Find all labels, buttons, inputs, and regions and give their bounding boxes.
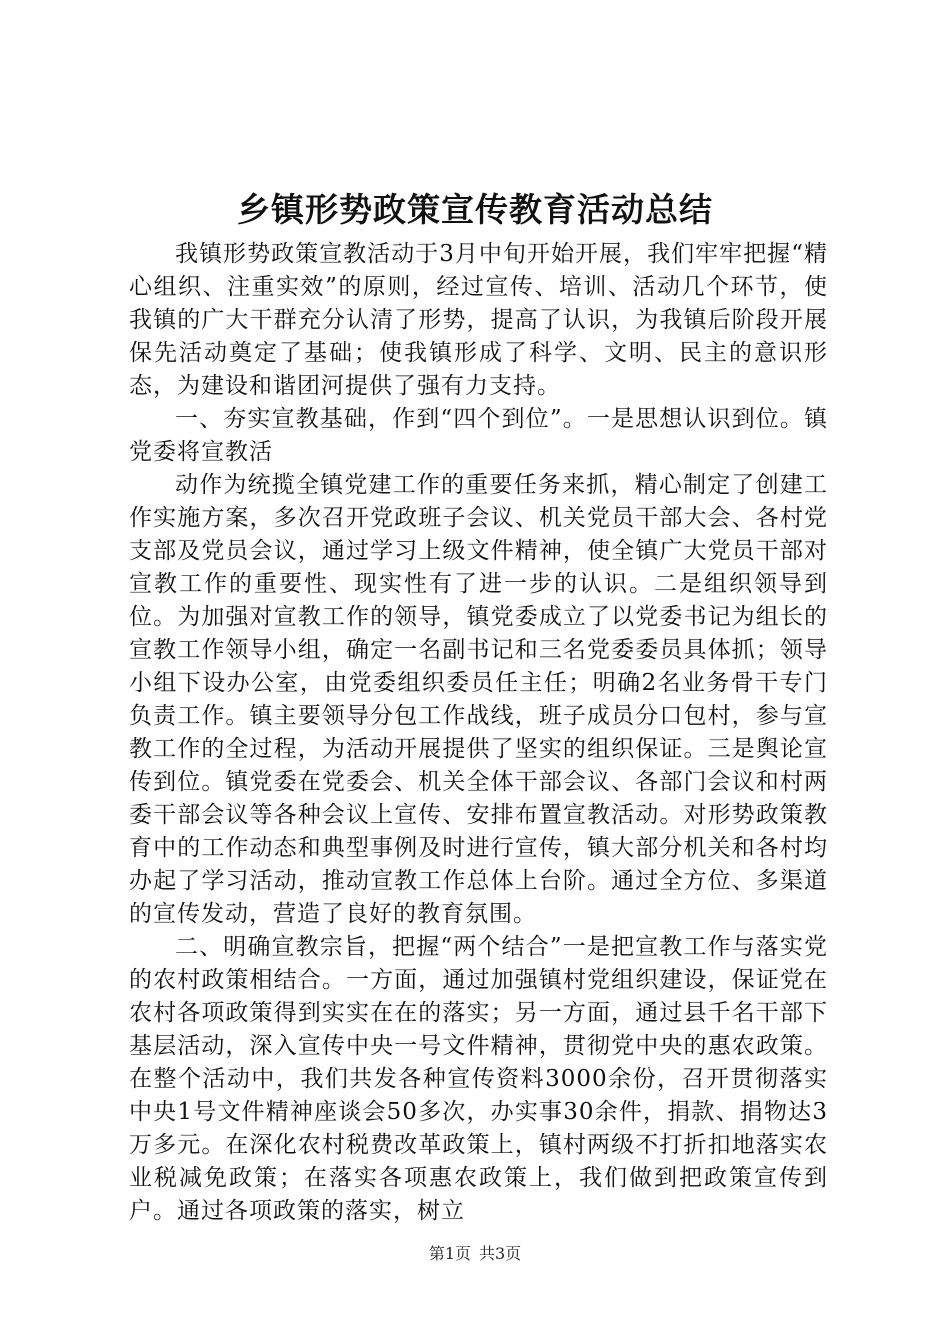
document-title: 乡镇形势政策宣传教育活动总结 — [237, 190, 713, 229]
document-body — [129, 238, 828, 1228]
paragraph-intro: 我镇形势政策宣教活动于3月中旬开始开展，我们牢牢把握“精心组织、注重实效”的原则，经过宣传、培训、活动几个环节，使我镇的广大干群充分认清了形势，提高了认识，为我镇后阶段开展保先活动奠定了基础；使我镇形成了科学、文明、民主的意识形态，为建设和谐团河提供了强有力支持。 — [129, 241, 828, 399]
paragraph-section-two: 二、明确宣教宗旨，把握“两个结合”一是把宣教工作与落实党的农村政策相结合。一方面，通过加强镇村党组织建设，保证党在农村各项政策得到实实在在的落实；另一方面，通过县千名干部下基层活动，深入宣传中央一号文件精神，贯彻党中央的惠农政策。在整个活动中，我们共发各种宣传资料3000余份，召开贯彻落实中央1号文件精神座谈会50多次，办实事30余件，捐款、捐物达3万多元。在深化农村税费改革政策上，镇村两级不打折扣地落实农业税减免政策；在落实各项惠农政策上，我们做到把政策宣传到户。通过各项政策的落实，树立 — [129, 934, 828, 1224]
paragraph-section-one-body: 动作为统揽全镇党建工作的重要任务来抓，精心制定了创建工作实施方案，多次召开党政班子会议、机关党员干部大会、各村党支部及党员会议，通过学习上级文件精神，使全镇广大党员干部对宣教工作的重要性、现实性有了进一步的认识。二是组织领导到位。为加强对宣教工作的领导，镇党委成立了以党委书记为组长的宣教工作领导小组，确定一名副书记和三名党委委员具体抓；领导小组下设办公室，由党委组织委员任主任；明确2名业务骨干专门负责工作。镇主要领导分包工作战线，班子成员分口包村，参与宣教工作的全过程，为活动开展提供了坚实的组织保证。三是舆论宣传到位。镇党委在党委会、机关全体干部会议、各部门会议和村两委干部会议等各种会议上宣传、安排布置宣教活动。对形势政策教育中的工作动态和典型事例及时进行宣传，镇大部分机关和各村均办起了学习活动，推动宣教工作总体上台阶。通过全方位、多渠道的宣传发动，营造了良好的教育氛围。 — [129, 472, 828, 927]
paragraph-section-one-heading: 一、夯实宣教基础，作到“四个到位”。一是思想认识到位。镇党委将宣教活 — [129, 406, 828, 465]
page-number: 第1页 — [428, 1244, 471, 1263]
page-total: 共3页 — [479, 1244, 522, 1263]
page-footer — [0, 1241, 950, 1264]
